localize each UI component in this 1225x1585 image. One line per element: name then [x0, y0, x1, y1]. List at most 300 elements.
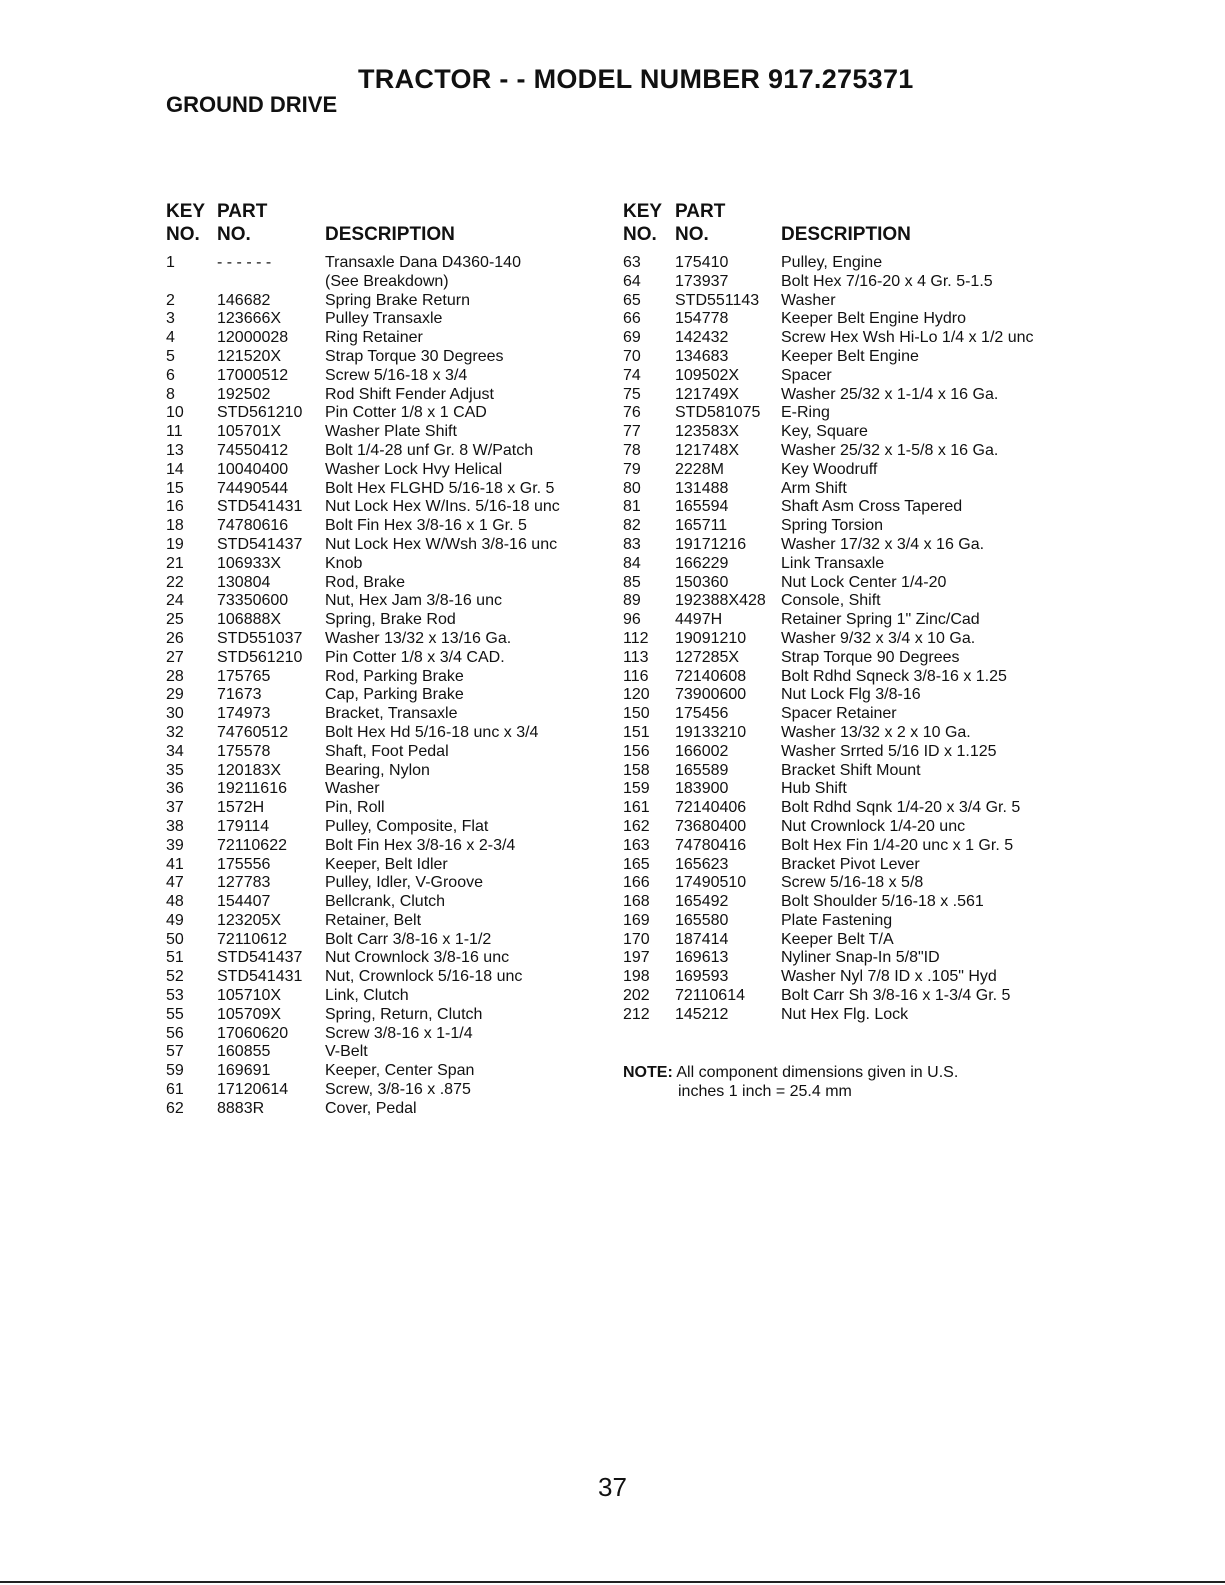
part-description: Keeper Belt Engine — [781, 347, 919, 365]
part-description: Washer Nyl 7/8 ID x .105" Hyd — [781, 968, 997, 986]
part-number: 120183X — [217, 761, 282, 779]
part-description: Nut Lock Center 1/4-20 — [781, 573, 947, 591]
table-row — [623, 611, 1083, 630]
table-row — [623, 668, 1083, 687]
part-number: 146682 — [217, 291, 271, 309]
part-description: Nut, Hex Jam 3/8-16 unc — [325, 592, 502, 610]
part-header: PART — [217, 201, 268, 222]
part-number: 123666X — [217, 310, 282, 328]
part-number: 17060620 — [217, 1024, 289, 1042]
part-number: 145212 — [675, 1005, 729, 1023]
table-row — [166, 799, 606, 818]
part-number: 105710X — [217, 987, 282, 1005]
key-number: 32 — [166, 723, 184, 741]
key-number: 59 — [166, 1062, 184, 1080]
part-description: Washer Plate Shift — [325, 423, 457, 441]
part-description: Ring Retainer — [325, 329, 423, 347]
part-description: Bolt Rdhd Sqnk 1/4-20 x 3/4 Gr. 5 — [781, 799, 1021, 817]
table-row — [166, 536, 606, 555]
part-number: 74760512 — [217, 723, 289, 741]
table-row — [166, 1062, 606, 1081]
part-number: 73900600 — [675, 686, 747, 704]
table-row — [623, 386, 1083, 405]
part-description: Bolt 1/4-28 unf Gr. 8 W/Patch — [325, 441, 534, 459]
part-number: 142432 — [675, 329, 729, 347]
page-title: TRACTOR - - MODEL NUMBER 917.275371 — [358, 64, 914, 94]
table-row — [166, 630, 606, 649]
part-description: Bolt Fin Hex 3/8-16 x 2-3/4 — [325, 836, 516, 854]
part-number: 74780416 — [675, 836, 747, 854]
part-number: 2228M — [675, 460, 724, 478]
part-description: Spring, Return, Clutch — [325, 1005, 483, 1023]
part-description: Hub Shift — [781, 780, 847, 798]
part-description: Nut Lock Hex W/Ins. 5/16-18 unc — [325, 498, 560, 516]
part-number: STD551037 — [217, 629, 303, 647]
part-header: PART — [675, 201, 726, 222]
part-description: Console, Shift — [781, 592, 881, 610]
key-number: 55 — [166, 1005, 184, 1023]
part-number: 19133210 — [675, 723, 747, 741]
part-description: E-Ring — [781, 404, 830, 422]
table-row — [166, 386, 606, 405]
part-description: Washer 25/32 x 1-5/8 x 16 Ga. — [781, 441, 999, 459]
key-number: 83 — [623, 535, 641, 553]
part-description: Bolt Rdhd Sqneck 3/8-16 x 1.25 — [781, 667, 1007, 685]
part-number: 121749X — [675, 385, 740, 403]
key-number: 61 — [166, 1081, 184, 1099]
part-description: Screw 5/16-18 x 3/4 — [325, 366, 468, 384]
key-number: 56 — [166, 1024, 184, 1042]
key-number: 84 — [623, 554, 641, 572]
table-row — [166, 367, 606, 386]
part-header-no: NO. — [675, 224, 709, 245]
part-description: Washer 13/32 x 2 x 10 Ga. — [781, 723, 971, 741]
table-row — [166, 498, 606, 517]
table-row — [623, 423, 1083, 442]
part-description: Shaft, Foot Pedal — [325, 742, 449, 760]
key-header-no: NO. — [166, 224, 200, 245]
part-number: 131488 — [675, 479, 729, 497]
part-description: Keeper, Belt Idler — [325, 855, 448, 873]
part-description: Bellcrank, Clutch — [325, 893, 446, 911]
key-number: 38 — [166, 817, 184, 835]
part-description: Nut Lock Hex W/Wsh 3/8-16 unc — [325, 535, 558, 553]
part-number: 72110612 — [217, 930, 287, 948]
part-description: Strap Torque 90 Degrees — [781, 648, 960, 666]
key-number: 57 — [166, 1043, 184, 1061]
part-number: 19171216 — [675, 535, 747, 553]
part-description: Nut, Crownlock 5/16-18 unc — [325, 968, 523, 986]
table-row — [623, 874, 1083, 893]
part-number: 154778 — [675, 310, 729, 328]
part-number: 72110622 — [217, 836, 287, 854]
table-row — [166, 254, 606, 273]
table-row — [166, 818, 606, 837]
part-description: Spring Torsion — [781, 517, 883, 535]
key-number: 21 — [166, 554, 184, 572]
part-number: 19091210 — [675, 629, 747, 647]
table-row — [623, 555, 1083, 574]
table-row — [623, 724, 1083, 743]
key-number: 25 — [166, 611, 184, 629]
part-description: Screw Hex Wsh Hi-Lo 1/4 x 1/2 unc — [781, 329, 1034, 347]
table-row — [166, 686, 606, 705]
table-row — [166, 705, 606, 724]
part-description: Washer — [781, 291, 836, 309]
table-row — [166, 1081, 606, 1100]
part-description: Nut Lock Flg 3/8-16 — [781, 686, 921, 704]
part-description: V-Belt — [325, 1043, 368, 1061]
part-number: - - - - - - — [217, 254, 272, 271]
table-row — [623, 686, 1083, 705]
part-description: Link, Clutch — [325, 987, 409, 1005]
part-number: 127783 — [217, 874, 271, 892]
part-number: 123583X — [675, 423, 740, 441]
key-number: 162 — [623, 817, 650, 835]
part-number: 17490510 — [675, 874, 747, 892]
part-description: Bolt Carr Sh 3/8-16 x 1-3/4 Gr. 5 — [781, 987, 1011, 1005]
table-row — [623, 404, 1083, 423]
part-description: Pulley, Composite, Flat — [325, 817, 489, 835]
parts-list-right — [623, 200, 1083, 1021]
part-number: 130804 — [217, 573, 271, 591]
key-number: 1 — [166, 254, 175, 271]
key-number: 85 — [623, 573, 641, 591]
part-description: Shaft Asm Cross Tapered — [781, 498, 963, 516]
key-number: 150 — [623, 705, 650, 723]
key-number: 168 — [623, 893, 650, 911]
key-number: 212 — [623, 1005, 650, 1023]
part-description: Spacer Retainer — [781, 705, 897, 723]
key-number: 74 — [623, 366, 641, 384]
part-number: 154407 — [217, 893, 271, 911]
key-number: 16 — [166, 498, 184, 516]
key-number: 49 — [166, 911, 184, 929]
table-row — [623, 912, 1083, 931]
table-row — [166, 668, 606, 687]
part-description: Retainer, Belt — [325, 911, 422, 929]
part-description: Link Transaxle — [781, 554, 885, 572]
part-number: 74550412 — [217, 441, 289, 459]
key-number: 78 — [623, 441, 641, 459]
part-number: 106888X — [217, 611, 282, 629]
part-description: Rod, Parking Brake — [325, 667, 464, 685]
part-description: Knob — [325, 554, 363, 572]
part-number: 165623 — [675, 855, 729, 873]
table-row — [623, 630, 1083, 649]
key-number: 69 — [623, 329, 641, 347]
part-number: 175456 — [675, 705, 729, 723]
key-header: KEY — [623, 201, 663, 222]
key-number: 169 — [623, 911, 650, 929]
key-number: 36 — [166, 780, 184, 798]
table-row — [166, 968, 606, 987]
table-row — [166, 1025, 606, 1044]
part-description: Spring Brake Return — [325, 291, 470, 309]
key-number: 75 — [623, 385, 641, 403]
part-number: 71673 — [217, 686, 262, 704]
table-row — [623, 292, 1083, 311]
table-row — [166, 423, 606, 442]
key-number: 35 — [166, 761, 184, 779]
table-row — [166, 1100, 606, 1119]
part-description: Keeper Belt Engine Hydro — [781, 310, 966, 328]
parts-list-header — [166, 200, 606, 250]
key-number: 50 — [166, 930, 184, 948]
key-number: 113 — [623, 648, 649, 666]
table-row — [166, 837, 606, 856]
table-row — [623, 254, 1083, 273]
key-number: 48 — [166, 893, 184, 911]
part-number: 175765 — [217, 667, 271, 685]
key-number: 10 — [166, 404, 184, 422]
table-row — [623, 348, 1083, 367]
parts-list-left — [166, 200, 606, 1115]
part-number: 165492 — [675, 893, 729, 911]
part-description: Spring, Brake Rod — [325, 611, 456, 629]
part-description: Washer — [325, 780, 380, 798]
key-number: 8 — [166, 385, 175, 403]
table-row — [166, 611, 606, 630]
table-row — [623, 480, 1083, 499]
table-row — [166, 724, 606, 743]
table-row — [623, 442, 1083, 461]
table-row — [166, 743, 606, 762]
part-number: 4497H — [675, 611, 723, 629]
parts-rows — [166, 254, 606, 1119]
key-number: 81 — [623, 498, 641, 516]
part-description: Screw 3/8-16 x 1-1/4 — [325, 1024, 473, 1042]
table-row — [623, 743, 1083, 762]
key-number: 165 — [623, 855, 650, 873]
table-row — [166, 348, 606, 367]
part-description: Screw 5/16-18 x 5/8 — [781, 874, 924, 892]
part-description: Nyliner Snap-In 5/8"ID — [781, 949, 940, 967]
key-number: 62 — [166, 1099, 184, 1117]
key-number: 89 — [623, 592, 641, 610]
key-number: 82 — [623, 517, 641, 535]
part-description: Bolt Hex Fin 1/4-20 unc x 1 Gr. 5 — [781, 836, 1014, 854]
key-number: 161 — [623, 799, 650, 817]
part-number: STD541437 — [217, 949, 303, 967]
part-number: 183900 — [675, 780, 729, 798]
part-number: STD581075 — [675, 404, 761, 422]
key-number: 202 — [623, 987, 650, 1005]
part-description: Cover, Pedal — [325, 1099, 417, 1117]
key-number: 37 — [166, 799, 184, 817]
part-description: Nut Crownlock 1/4-20 unc — [781, 817, 966, 835]
table-row — [623, 498, 1083, 517]
table-row — [166, 555, 606, 574]
table-row — [623, 273, 1083, 292]
table-row — [623, 837, 1083, 856]
table-row — [623, 799, 1083, 818]
key-number: 65 — [623, 291, 641, 309]
part-description: Transaxle Dana D4360-140 — [325, 254, 521, 271]
table-row — [166, 480, 606, 499]
description-header: DESCRIPTION — [325, 224, 455, 245]
part-description: Bolt Hex FLGHD 5/16-18 x Gr. 5 — [325, 479, 555, 497]
part-description: Pin Cotter 1/8 x 1 CAD — [325, 404, 487, 422]
part-description: Bolt Fin Hex 3/8-16 x 1 Gr. 5 — [325, 517, 527, 535]
table-row — [166, 856, 606, 875]
part-description: Spacer — [781, 366, 832, 384]
part-description: Screw, 3/8-16 x .875 — [325, 1081, 471, 1099]
key-number: 22 — [166, 573, 184, 591]
table-row — [166, 592, 606, 611]
part-description: Keeper Belt T/A — [781, 930, 894, 948]
key-number: 4 — [166, 329, 175, 347]
note-label: NOTE: — [623, 1064, 673, 1081]
part-number: 19211616 — [217, 780, 287, 798]
key-number: 41 — [166, 855, 184, 873]
part-number: 150360 — [675, 573, 729, 591]
table-row — [166, 329, 606, 348]
key-number: 80 — [623, 479, 641, 497]
part-description: Bolt Hex Hd 5/16-18 unc x 3/4 — [325, 723, 539, 741]
part-number: STD551143 — [675, 291, 760, 309]
part-description: (See Breakdown) — [325, 272, 449, 290]
table-row — [166, 1043, 606, 1062]
part-number: 121520X — [217, 347, 282, 365]
table-row — [623, 517, 1083, 536]
part-number: 12000028 — [217, 329, 289, 347]
part-number: 160855 — [217, 1043, 271, 1061]
part-description: Cap, Parking Brake — [325, 686, 464, 704]
part-number: STD561210 — [217, 404, 303, 422]
key-number: 163 — [623, 836, 650, 854]
key-number: 15 — [166, 479, 184, 497]
table-row — [623, 310, 1083, 329]
table-row — [166, 874, 606, 893]
part-number: STD541437 — [217, 535, 303, 553]
page-number: 37 — [598, 1472, 627, 1502]
key-number: 151 — [623, 723, 650, 741]
key-number: 18 — [166, 517, 184, 535]
key-number: 66 — [623, 310, 641, 328]
part-number: 17000512 — [217, 366, 289, 384]
part-number: 173937 — [675, 272, 729, 290]
part-number: 10040400 — [217, 460, 289, 478]
key-number: 24 — [166, 592, 184, 610]
key-number: 52 — [166, 968, 184, 986]
part-number: 106933X — [217, 554, 282, 572]
table-row — [623, 856, 1083, 875]
table-row — [623, 968, 1083, 987]
table-row — [623, 649, 1083, 668]
part-number: 123205X — [217, 911, 282, 929]
part-number: 73350600 — [217, 592, 289, 610]
part-number: 1572H — [217, 799, 265, 817]
part-description: Bracket, Transaxle — [325, 705, 458, 723]
part-description: Retainer Spring 1" Zinc/Cad — [781, 611, 980, 629]
part-number: STD561210 — [217, 648, 303, 666]
part-number: 165580 — [675, 911, 729, 929]
key-number: 34 — [166, 742, 184, 760]
part-number: STD541431 — [217, 498, 303, 516]
bottom-rule — [0, 1581, 1225, 1583]
part-number: 175556 — [217, 855, 271, 873]
table-row — [166, 442, 606, 461]
key-number: 6 — [166, 366, 175, 384]
part-number: STD541431 — [217, 968, 303, 986]
key-number: 120 — [623, 686, 650, 704]
key-number: 19 — [166, 535, 184, 553]
part-number: 134683 — [675, 347, 729, 365]
part-number: 121748X — [675, 441, 740, 459]
part-number: 165589 — [675, 761, 729, 779]
part-number: 105701X — [217, 423, 282, 441]
part-number: 127285X — [675, 648, 740, 666]
part-number: 8883R — [217, 1099, 265, 1117]
part-description: Washer 13/32 x 13/16 Ga. — [325, 629, 512, 647]
key-number: 51 — [166, 949, 184, 967]
part-number: 192502 — [217, 385, 271, 403]
part-number: 174973 — [217, 705, 271, 723]
key-number: 197 — [623, 949, 650, 967]
part-description: Arm Shift — [781, 479, 847, 497]
part-description: Washer 25/32 x 1-1/4 x 16 Ga. — [781, 385, 999, 403]
key-number: 13 — [166, 441, 184, 459]
part-number: 105709X — [217, 1005, 282, 1023]
table-row — [623, 574, 1083, 593]
table-row — [166, 310, 606, 329]
key-number: 39 — [166, 836, 184, 854]
part-number: 175410 — [675, 254, 729, 271]
table-row — [623, 987, 1083, 1006]
key-number: 166 — [623, 874, 650, 892]
table-row — [166, 912, 606, 931]
part-header-no: NO. — [217, 224, 251, 245]
part-description: Key Woodruff — [781, 460, 878, 478]
table-row — [166, 780, 606, 799]
part-description: Pin, Roll — [325, 799, 385, 817]
key-number: 156 — [623, 742, 650, 760]
part-number: 169593 — [675, 968, 729, 986]
key-header: KEY — [166, 201, 206, 222]
description-header: DESCRIPTION — [781, 224, 911, 245]
key-number: 53 — [166, 987, 184, 1005]
table-row — [166, 461, 606, 480]
part-description: Bolt Hex 7/16-20 x 4 Gr. 5-1.5 — [781, 272, 993, 290]
table-row — [623, 592, 1083, 611]
part-number: 169691 — [217, 1062, 271, 1080]
part-description: Washer 17/32 x 3/4 x 16 Ga. — [781, 535, 985, 553]
part-description: Pulley, Engine — [781, 254, 883, 271]
key-number: 70 — [623, 347, 641, 365]
part-number: 74780616 — [217, 517, 289, 535]
part-description: Nut Crownlock 3/8-16 unc — [325, 949, 510, 967]
key-number: 79 — [623, 460, 641, 478]
table-row — [166, 404, 606, 423]
table-row — [166, 574, 606, 593]
key-number: 30 — [166, 705, 184, 723]
part-number: 72140406 — [675, 799, 747, 817]
part-number: 187414 — [675, 930, 729, 948]
key-header-no: NO. — [623, 224, 657, 245]
table-row — [623, 762, 1083, 781]
part-number: 192388X428 — [675, 592, 766, 610]
table-row — [166, 273, 606, 292]
part-description: Bracket Pivot Lever — [781, 855, 920, 873]
table-row — [623, 818, 1083, 837]
table-row — [623, 893, 1083, 912]
key-number: 76 — [623, 404, 641, 422]
part-description: Washer Srrted 5/16 ID x 1.125 — [781, 742, 997, 760]
part-description: Strap Torque 30 Degrees — [325, 347, 504, 365]
key-number: 64 — [623, 272, 641, 290]
note-text-continued: inches 1 inch = 25.4 mm — [678, 1083, 852, 1100]
